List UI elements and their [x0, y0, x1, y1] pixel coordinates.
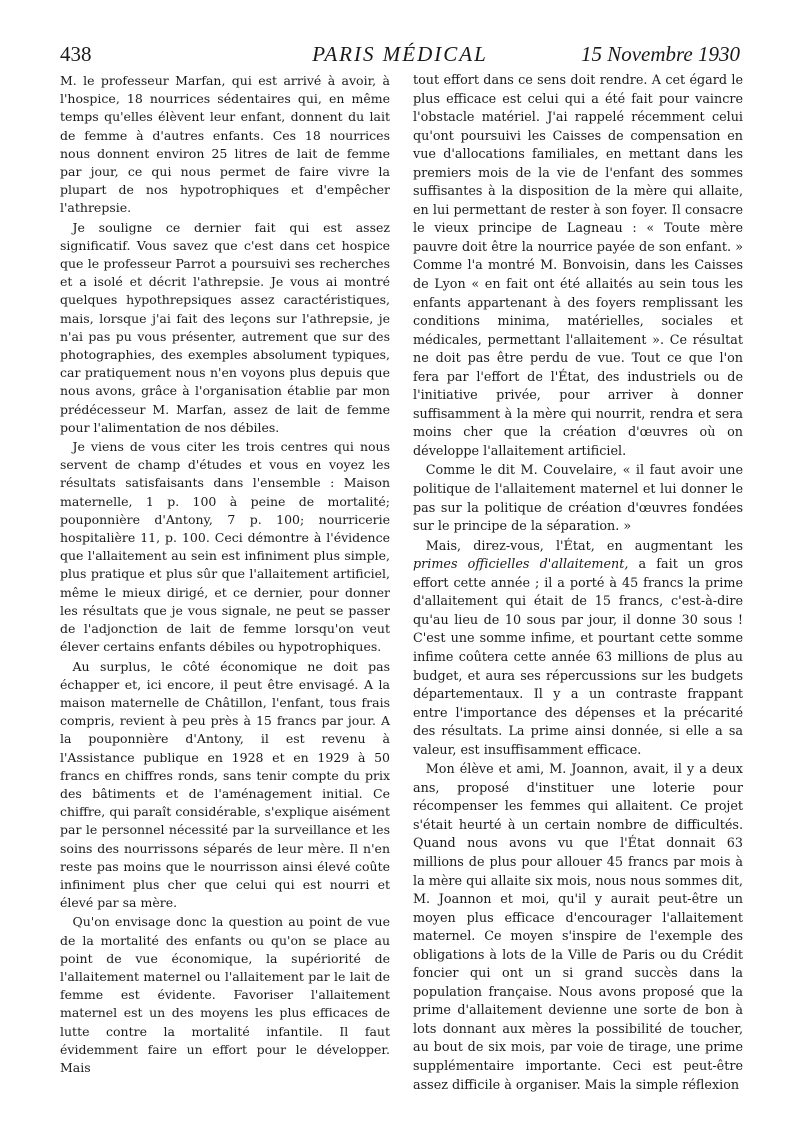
paragraph: M. le professeur Marfan, qui est arrivé à avoir, à l'hospice, 18 nourrices sédentaires qui, en même temps qu'elles élèvent leur enfant, donnent du lait de femme à d'autres enfants. Ces 18 nourrices nous donnent environ 25 litres de lait de femme par jour, ce qui nous permet de faire vivre la plupart de nos hypotrophiques et d'empêcher l'athrepsie.: [60, 73, 390, 216]
page-number: 438: [60, 42, 92, 66]
paragraph: Comme le dit M. Couvelaire, « il faut avoir une politique de l'allaitement maternel et lui donner le pas sur la politique de création d'œuvres fondées sur le principe de la séparation. »: [413, 463, 743, 535]
paragraph: Je viens de vous citer les trois centres qui nous servent de champ d'études et vous en voyez les résultats satisfaisants dans l'ensemble : Maison maternelle, 1 p. 100 à peine de mortalité; pouponnière d'Antony, 7 p. 100; nourricerie hospitalière 11, p. 100. Ceci démontre à l'évidence que l'allaitement au sein est infiniment plus simple, plus pratique et plus sûr que l'allaitement artificiel, même le mieux dirigé, et ce dernier, pour donner les résultats que je vous signale, ne peut se passer de l'adjonction de lait de femme lorsqu'on veut élever certains enfants débiles ou hypotrophiques.: [60, 439, 390, 655]
right-column: [413, 72, 743, 1095]
emphasized-term: primes officielles d'allaitement,: [413, 557, 629, 573]
paragraph: tout effort dans ce sens doit rendre. A cet égard le plus efficace est celui qui a été fait pour vaincre l'obstacle matériel. J'ai rappelé récemment celui qu'ont poursuivi les Caisses de compensation en vue d'allocations familiales, en mettant dans les premiers mois de la vie de l'enfant des sommes suffisantes à la disposition de la mère qui allaite, en lui permettant de rester à son foyer. Il consacre le vieux principe de Lagneau : « Toute mère pauvre doit être la nourrice payée de son enfant. » Comme l'a montré M. Bonvoisin, dans les Caisses de Lyon « en fait ont été allaités au sein tous les enfants appartenant à des foyers remplissant les conditions minima, matérielles, sociales et médicales, permettant l'allaitement ». Ce résultat ne doit pas être perdu de vue. Tout ce que l'on fera par l'effort de l'État, des industriels ou de l'initiative privée, pour arriver à donner suffisamment à la mère qui nourrit, rendra et sera moins cher que la création d'œuvres où on développe l'allaitement artificiel.: [413, 73, 743, 459]
paragraph: Au surplus, le côté économique ne doit pas échapper et, ici encore, il peut être envisagé. A la maison maternelle de Châtillon, l'enfant, tous frais compris, revient à peu près à 15 francs par jour. A la pouponnière d'Antony, il est revenu à l'Assistance publique en 1928 et en 1929 à 50 francs en chiffres ronds, sans tenir compte du prix des bâtiments et de l'aménagement initial. Ce chiffre, qui paraît considérable, s'explique aisément par le personnel nécessité par la surveillance et les soins des nourrissons séparés de leur mère. Il n'en reste pas moins que le nourrisson ainsi élevé coûte infiniment plus cher que celui qui est nourri et élevé par sa mère.: [60, 658, 390, 911]
journal-title: PARIS MÉDICAL: [312, 42, 488, 66]
paragraph: Mon élève et ami, M. Joannon, avait, il y a deux ans, proposé d'instituer une loterie pour récompenser les femmes qui allaitent. Ce projet s'était heurté à un certain nombre de difficultés. Quand nous avons vu que l'État donnait 63 millions de plus pour allouer 45 francs par mois à la mère qui allaite six mois, nous nous sommes dit, M. Joannon et moi, qu'il y aurait peut-être un moyen plus efficace d'encourager l'allaitement maternel. Ce moyen s'inspire de l'exemple des obligations à lots de la Ville de Paris ou du Crédit foncier qui ont un si grand succès dans la population française. Nous avons proposé que la prime d'allaitement devienne une sorte de bon à lots donnant aux mères la possibilité de toucher, au bout de six mois, par voie de tirage, une prime supplémentaire importante. Ceci est peut-être assez difficile à organiser. Mais la simple réflexion: [413, 762, 743, 1093]
paragraph: [413, 538, 743, 761]
paragraph: Qu'on envisage donc la question au point de vue de la mortalité des enfants ou qu'on se place au point de vue économique, la supériorité de l'allaitement maternel ou l'allaitement par le lait de femme est évidente. Favoriser l'allaitement maternel est un des moyens les plus efficaces de lutte contre la mortalité infantile. Il faut évidemment faire un effort pour le développer. Mais: [60, 914, 390, 1075]
page-header: [60, 42, 740, 70]
issue-date: 15 Novembre 1930: [580, 42, 740, 66]
text-run: a fait un gros effort cette année ; il a porté à 45 francs la prime d'allaitement qui était de 15 francs, c'est-à-dire qu'au lieu de 10 sous par jour, il donne 30 sous ! C'est une somme infime, et pourtant cette somme infime coûtera cette année 63 millions de plus au budget, et aura ses répercussions sur les budgets départementaux. Il y a un contraste frappant entre l'importance des dépenses et la précarité des résultats. La prime ainsi donnée, si elle a sa valeur, est insuffisamment efficace.: [413, 557, 744, 758]
text-run: Mais, direz-vous, l'État, en augmentant les: [425, 538, 743, 554]
paragraph: Je souligne ce dernier fait qui est assez significatif. Vous savez que c'est dans cet hospice que le professeur Parrot a poursuivi ses recherches et a isolé et décrit l'athrepsie. Je vous ai montré quelques hypothrepsiques assez caractéristiques, mais, lorsque j'ai fait des leçons sur l'athrepsie, je n'ai pas pu vous présenter, autrement que sur des photographies, des exemples absolument typiques, car pratiquement nous n'en voyons plus depuis que nous avons, grâce à l'organisation établie par mon prédécesseur M. Marfan, assez de lait de femme pour l'alimentation de nos débiles.: [60, 219, 390, 435]
left-column: [60, 72, 390, 1077]
